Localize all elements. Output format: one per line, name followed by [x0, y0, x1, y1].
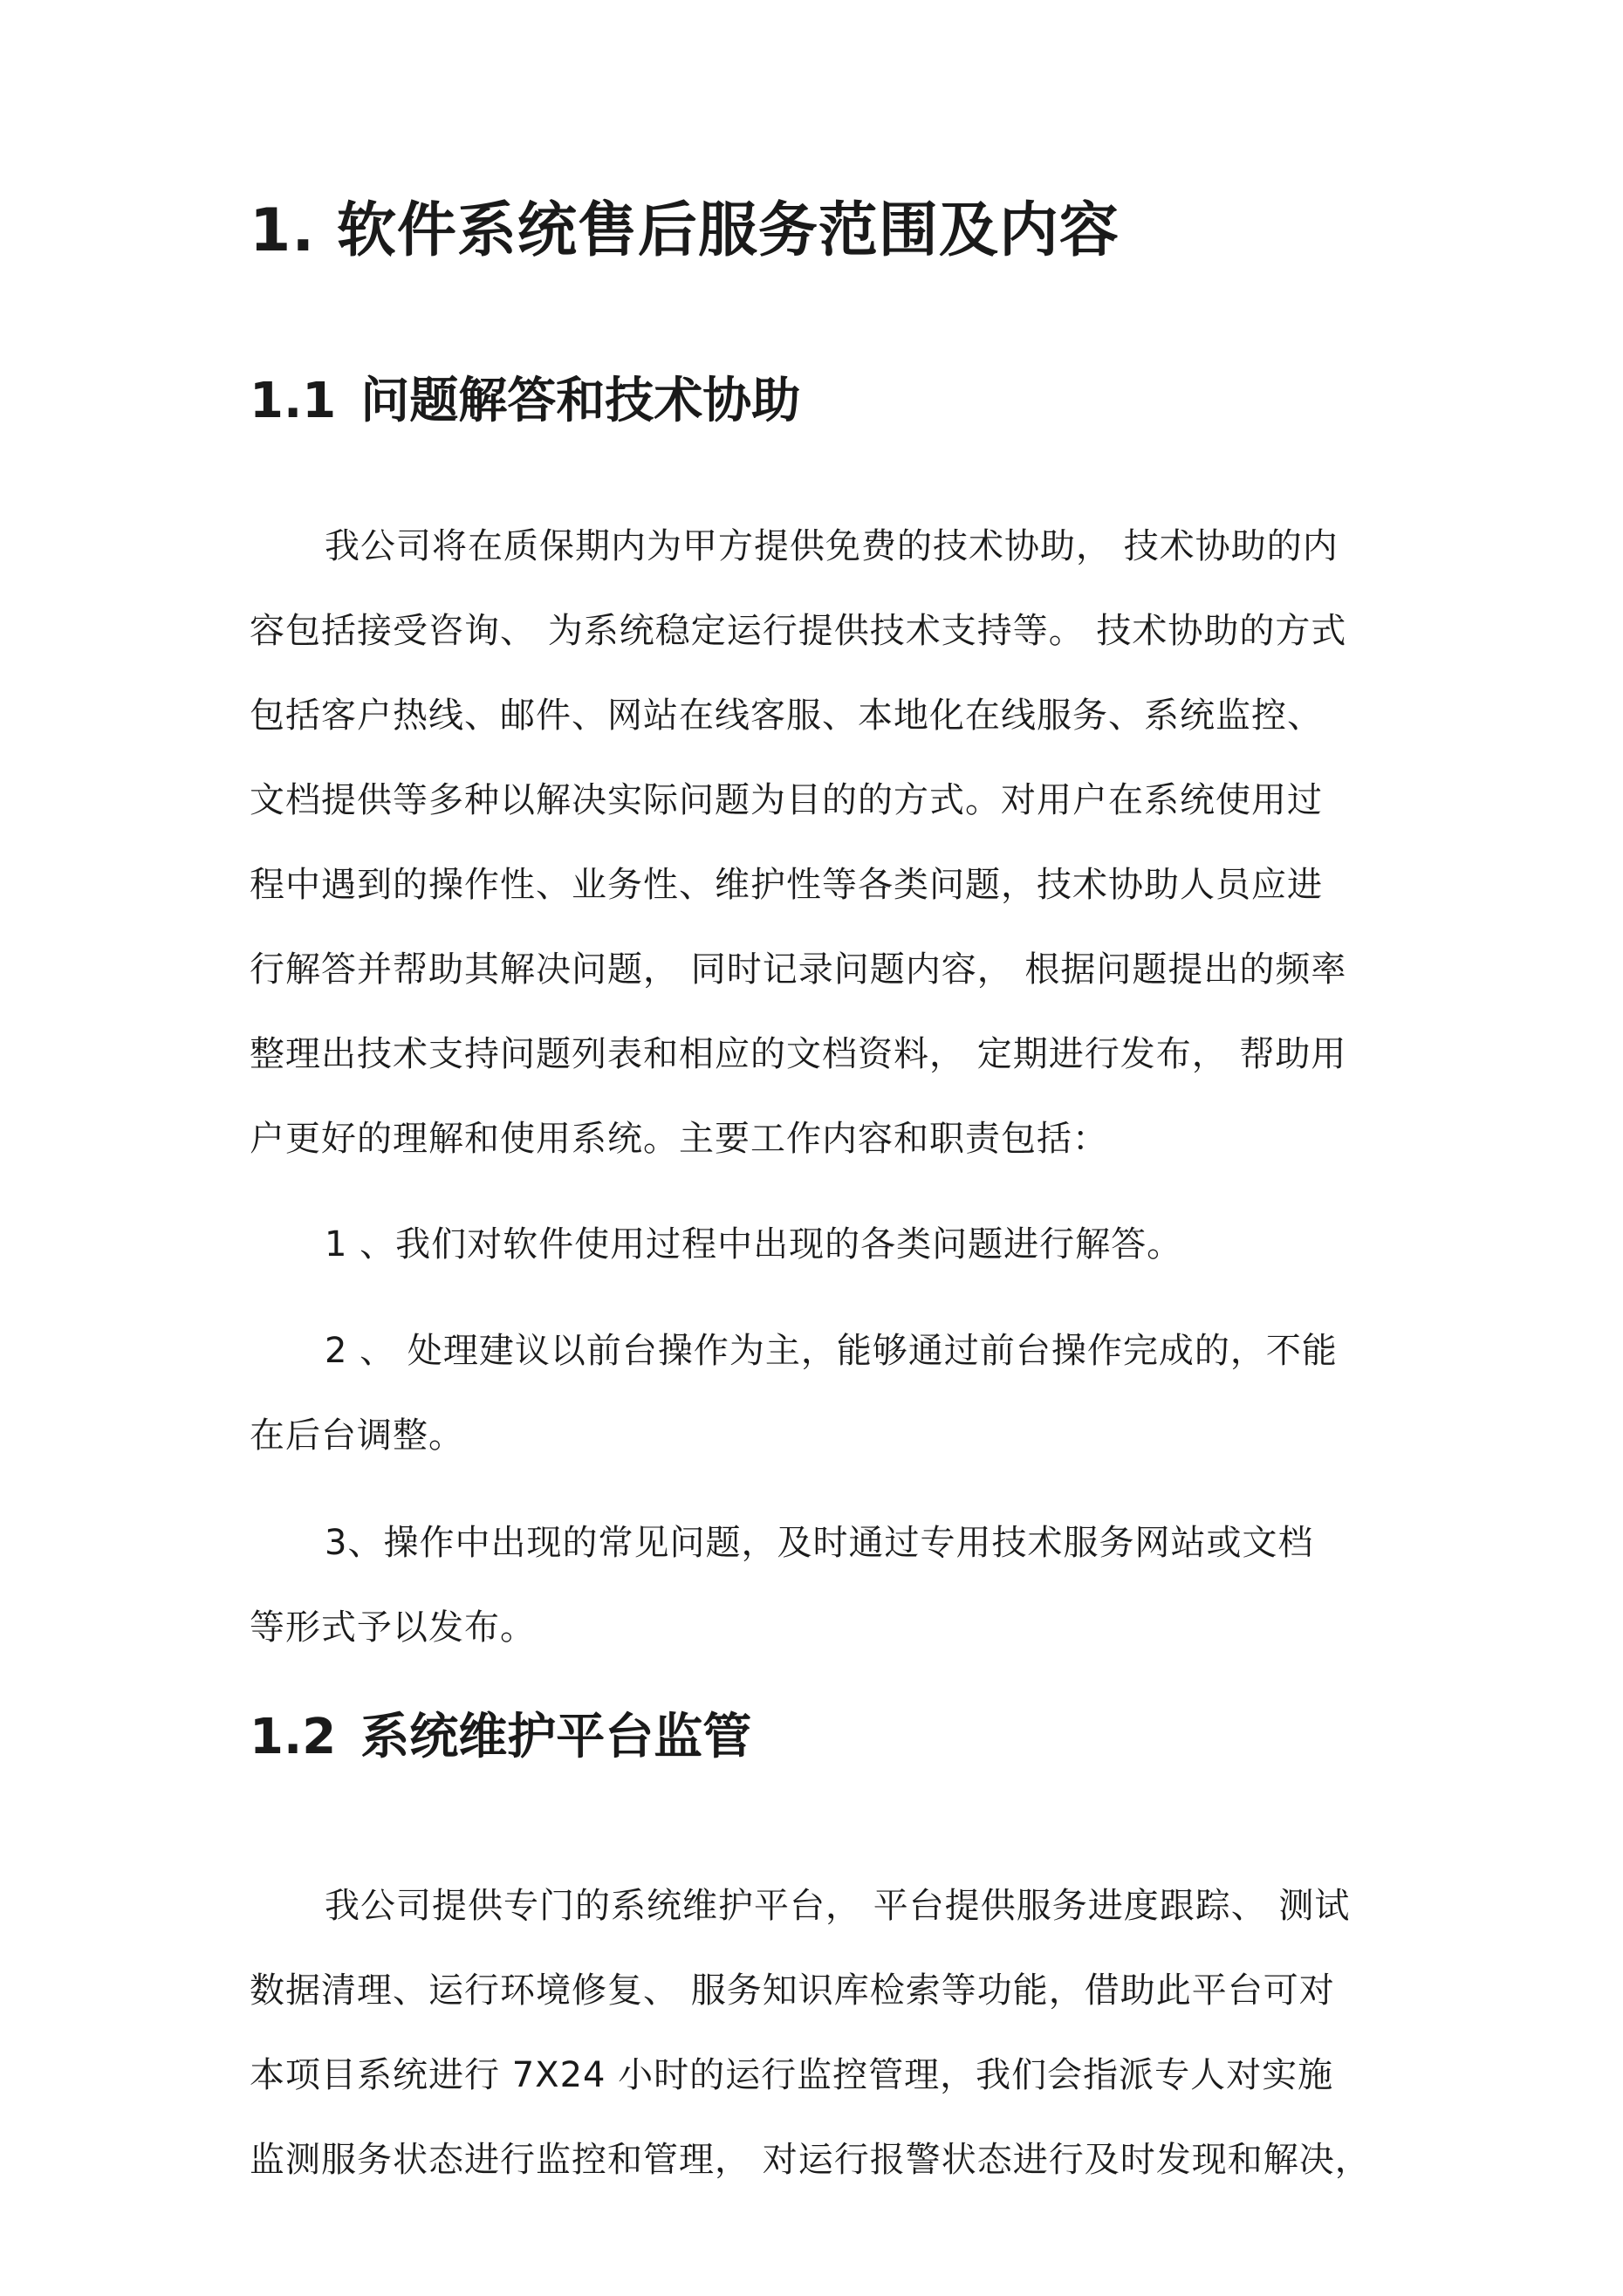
section-number: 1.1 — [250, 373, 337, 429]
list-item-line: 在后台调整。 — [250, 1415, 464, 1456]
paragraph-line: 容包括接受咨询、 为系统稳定运行提供技术支持等。 技术协助的方式 — [250, 611, 1347, 651]
paragraph-line: 整理出技术支持问题列表和相应的文档资料， 定期进行发布， 帮助用 — [250, 1034, 1347, 1074]
paragraph-line: 户更好的理解和使用系统。主要工作内容和职责包括： — [250, 1119, 1108, 1159]
section-number: 1.2 — [250, 1709, 337, 1765]
list-item-line: 3、操作中出现的常见问题，及时通过专用技术服务网站或文档 — [325, 1523, 1314, 1563]
paragraph-line: 包括客户热线、邮件、网站在线客服、本地化在线服务、系统监控、 — [250, 696, 1323, 736]
paragraph-1-1-intro — [250, 504, 1401, 1182]
section-heading-1-1 — [250, 370, 800, 433]
paragraph-line: 我公司提供专门的系统维护平台， 平台提供服务进度跟踪、 测试 — [325, 1886, 1351, 1926]
list-item-line: 等形式予以发布。 — [250, 1607, 536, 1648]
paragraph-line: 我公司将在质保期内为甲方提供免费的技术协助， 技术协助的内 — [325, 526, 1339, 566]
list-item-line: 2 、 处理建议以前台操作为主，能够通过前台操作完成的，不能 — [325, 1331, 1338, 1371]
list-item-2 — [250, 1309, 1401, 1478]
paragraph-line: 文档提供等多种以解决实际问题为目的的方式。对用户在系统使用过 — [250, 780, 1323, 820]
list-item-3 — [250, 1501, 1401, 1670]
paragraph-1-2-intro — [250, 1864, 1401, 2203]
paragraph-line: 行解答并帮助其解决问题， 同时记录问题内容， 根据问题提出的频率 — [250, 949, 1347, 990]
section-title: 系统维护平台监管 — [360, 1709, 752, 1765]
page-title: 1. 软件系统售后服务范围及内容 — [250, 196, 1120, 265]
paragraph-line: 数据清理、运行环境修复、 服务知识库检索等功能，借助此平台可对 — [250, 1970, 1335, 2011]
list-item-1 — [250, 1203, 1401, 1287]
paragraph-line: 程中遇到的操作性、业务性、维护性等各类问题，技术协助人员应进 — [250, 865, 1323, 905]
paragraph-line: 本项目系统进行 7X24 小时的运行监控管理，我们会指派专人对实施 — [250, 2055, 1334, 2095]
section-title: 问题解答和技术协助 — [360, 373, 801, 429]
list-item-line: 1 、我们对软件使用过程中出现的各类问题进行解答。 — [325, 1224, 1183, 1265]
paragraph-line: 监测服务状态进行监控和管理， 对运行报警状态进行及时发现和解决， — [250, 2140, 1371, 2180]
section-heading-1-2 — [250, 1706, 751, 1769]
